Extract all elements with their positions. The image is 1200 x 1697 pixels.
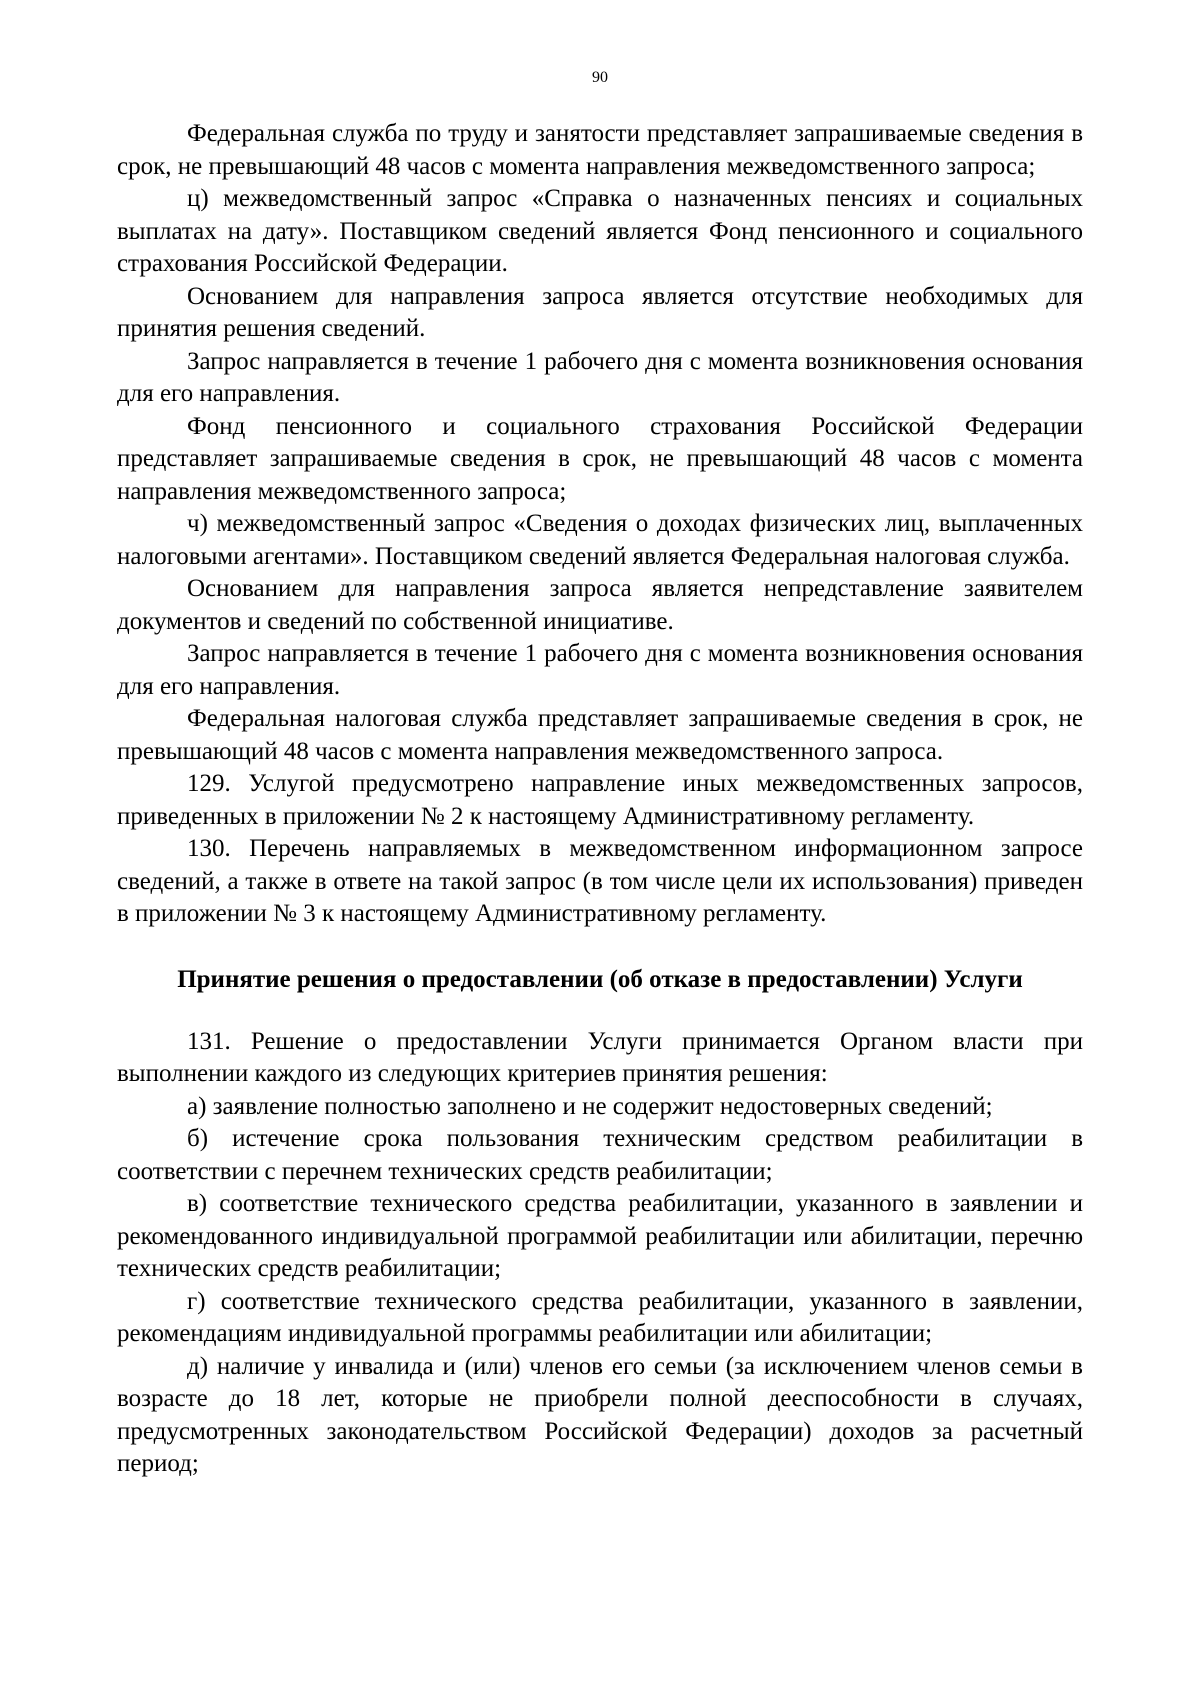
- paragraph: Федеральная налоговая служба представляет запрашиваемые сведения в срок, не превышающий 48 часов с момента направления межведомственного запроса.: [117, 705, 1083, 765]
- paragraph: 131. Решение о предоставлении Услуги принимается Органом власти при выполнении каждого из следующих критериев принятия решения:: [117, 1027, 1083, 1087]
- paragraph: Фонд пенсионного и социального страхования Российской Федерации представляет запрашиваемые сведения в срок, не превышающий 48 часов с момента направления межведомственного запроса;: [117, 412, 1083, 505]
- page-number: 90: [592, 69, 608, 86]
- paragraph: Основанием для направления запроса является непредставление заявителем документов и сведений по собственной инициативе.: [117, 575, 1083, 635]
- paragraph: в) соответствие технического средства реабилитации, указанного в заявлении и рекомендованного индивидуальной программой реабилитации или абилитации, перечню технических средств реабилитации;: [117, 1190, 1083, 1282]
- paragraph: Запрос направляется в течение 1 рабочего дня с момента возникновения основания для его направления.: [117, 640, 1083, 700]
- paragraph: 129. Услугой предусмотрено направление иных межведомственных запросов, приведенных в приложении № 2 к настоящему Административному регламенту.: [117, 770, 1083, 830]
- paragraph: б) истечение срока пользования техническим средством реабилитации в соответствии с перечнем технических средств реабилитации;: [117, 1125, 1083, 1185]
- paragraph: г) соответствие технического средства реабилитации, указанного в заявлении, рекомендациям индивидуальной программы реабилитации или абилитации;: [117, 1287, 1083, 1347]
- paragraph: 130. Перечень направляемых в межведомственном информационном запросе сведений, а также в ответе на такой запрос (в том числе цели их использования) приведен в приложении № 3 к настоящему Административному регламенту.: [117, 835, 1083, 927]
- paragraph: Федеральная служба по труду и занятости представляет запрашиваемые сведения в срок, не превышающий 48 часов с момента направления межведомственного запроса;: [117, 120, 1083, 180]
- paragraph: ц) межведомственный запрос «Справка о назначенных пенсиях и социальных выплатах на дату». Поставщиком сведений является Фонд пенсионного и социального страхования Российской Федерации.: [117, 185, 1083, 277]
- page-content: [117, 118, 1083, 1481]
- paragraph: д) наличие у инвалида и (или) членов его семьи (за исключением членов семьи в возрасте до 18 лет, которые не приобрели полной дееспособности в случаях, предусмотренных законодательством Российской Федерации) доходов за расчетный период;: [117, 1352, 1083, 1477]
- section-heading: Принятие решения о предоставлении (об отказе в предоставлении) Услуги: [177, 965, 1023, 993]
- paragraph: Запрос направляется в течение 1 рабочего дня с момента возникновения основания для его направления.: [117, 347, 1083, 407]
- paragraph: Основанием для направления запроса является отсутствие необходимых для принятия решения сведений.: [117, 282, 1083, 342]
- paragraph: а) заявление полностью заполнено и не содержит недостоверных сведений;: [187, 1092, 993, 1120]
- paragraph: ч) межведомственный запрос «Сведения о доходах физических лиц, выплаченных налоговыми агентами». Поставщиком сведений является Федеральная налоговая служба.: [117, 510, 1083, 570]
